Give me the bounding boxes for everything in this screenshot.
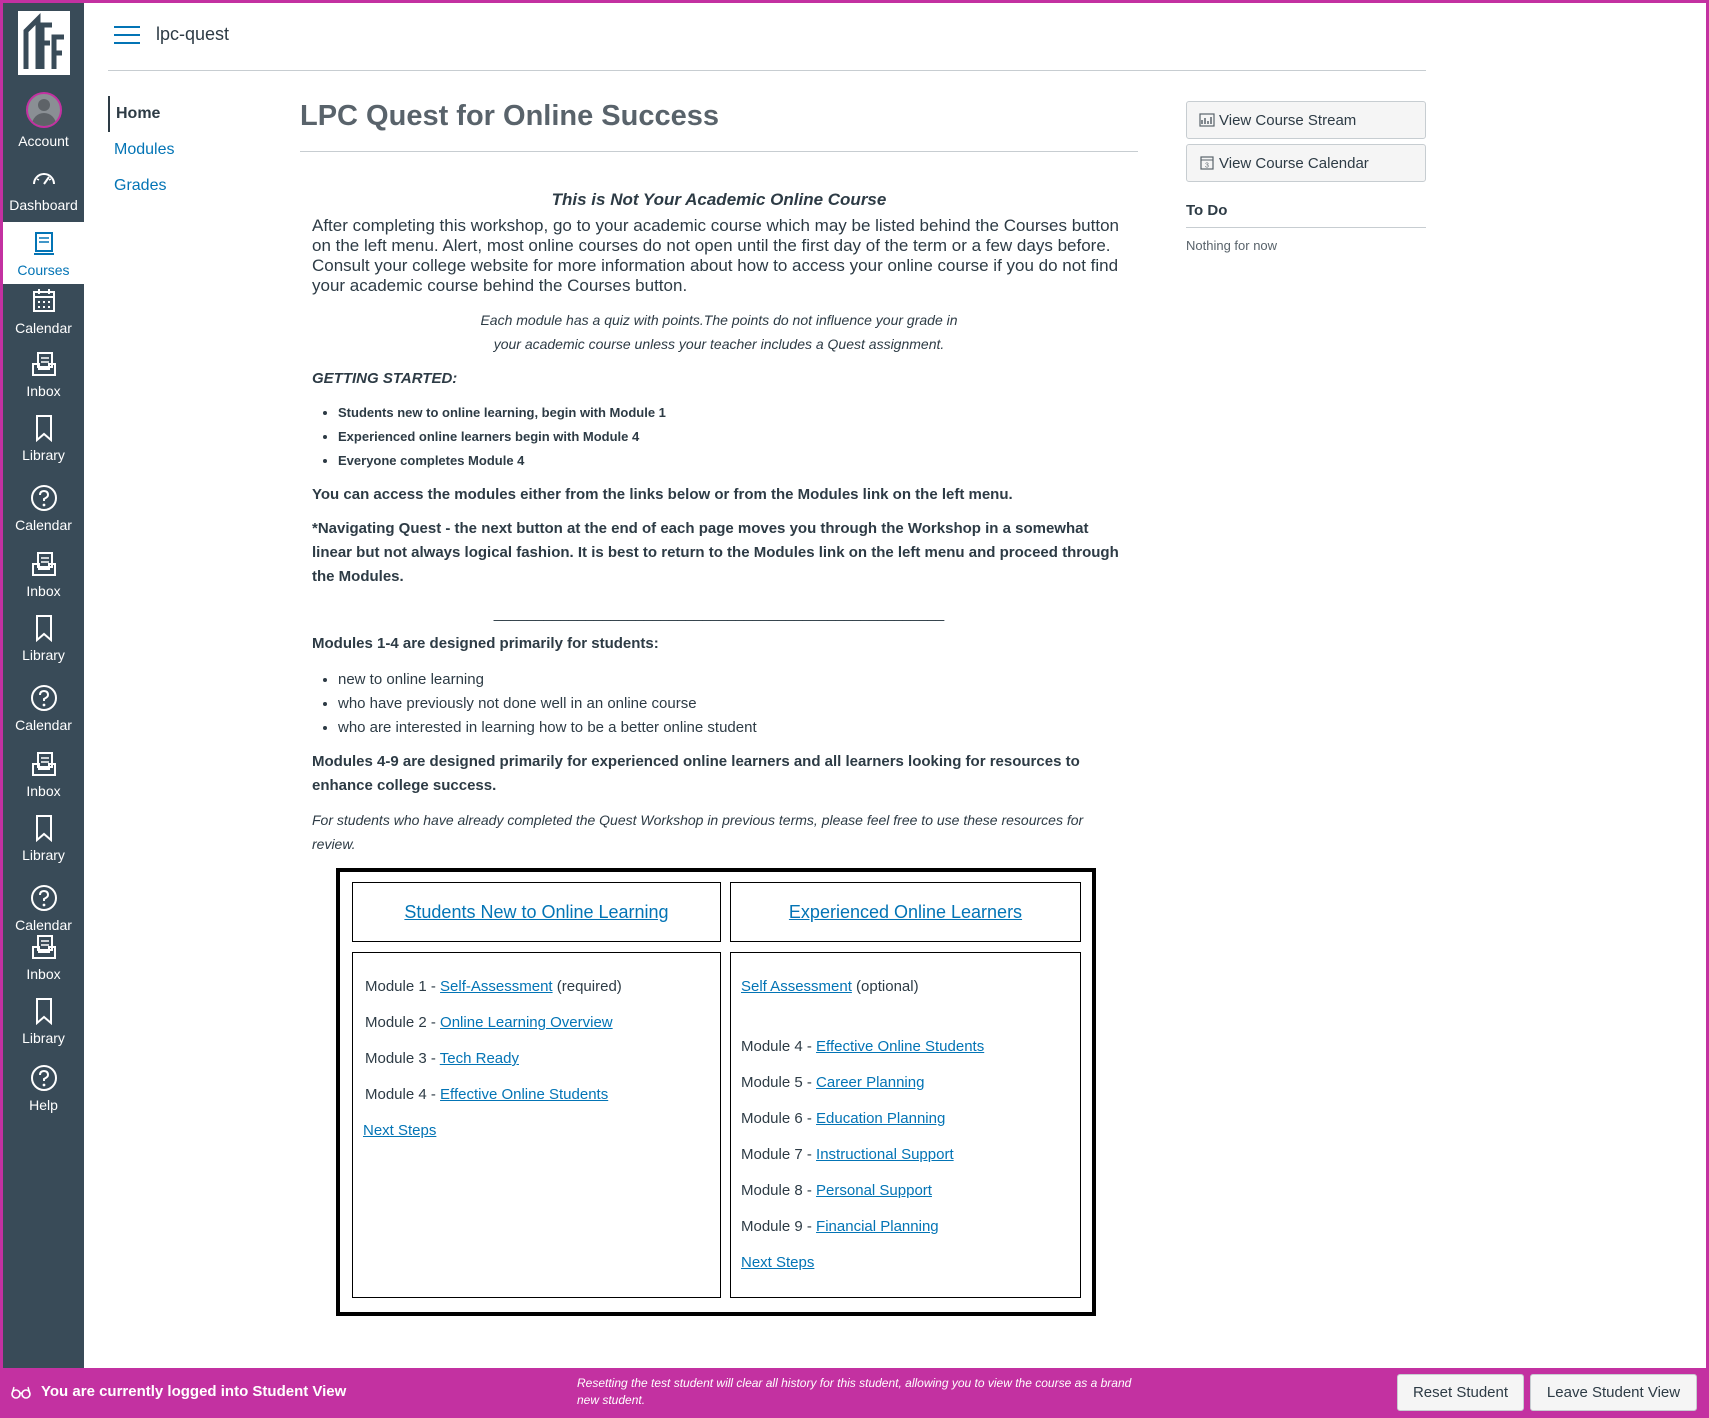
leave-student-view-button[interactable]: Leave Student View	[1530, 1374, 1697, 1411]
global-nav-item-inbox[interactable]	[3, 549, 84, 599]
inbox-icon	[29, 932, 59, 962]
global-nav-label: Calendar	[15, 717, 72, 733]
module-link[interactable]: Education Planning	[816, 1110, 946, 1127]
reset-message: Resetting the test student will clear all history for this student, allowing you to view the course as a brand new student.	[577, 1376, 1132, 1407]
page-title: LPC Quest for Online Success	[300, 96, 1138, 152]
stream-chart-icon	[1199, 112, 1215, 128]
experienced-learners-link[interactable]: Experienced Online Learners	[788, 901, 1023, 922]
inbox-icon	[29, 549, 59, 579]
global-nav-label: Calendar	[15, 320, 72, 336]
module-link[interactable]: Effective Online Students	[816, 1038, 985, 1055]
todo-empty-text: Nothing for now	[1186, 238, 1278, 253]
bookmark-icon	[29, 413, 59, 443]
view-course-stream-button[interactable]	[1186, 101, 1426, 139]
global-nav-label: Calendar	[15, 917, 72, 933]
global-nav-label: Courses	[17, 262, 70, 278]
module-row	[741, 1029, 1080, 1065]
global-nav-label: Inbox	[26, 383, 61, 399]
module-suffix: (required)	[552, 978, 622, 995]
next-steps-row	[741, 1245, 1080, 1281]
module-row	[741, 1101, 1080, 1137]
module-prefix: Module 7 -	[741, 1146, 817, 1163]
module-prefix: Module 8 -	[741, 1182, 817, 1199]
reset-student-button[interactable]: Reset Student	[1397, 1374, 1524, 1411]
module-prefix: Module 5 -	[741, 1074, 817, 1091]
module-prefix: Module 1 -	[365, 978, 441, 995]
list-item: • Everyone completes Module 4	[338, 449, 1126, 473]
list-item: • who are interested in learning how to be a better online student	[338, 716, 1126, 740]
course-nav	[108, 96, 268, 204]
calendar-icon	[29, 286, 59, 316]
module-prefix: Module 2 -	[365, 1014, 441, 1031]
bookmark-icon	[29, 613, 59, 643]
module-row	[365, 1005, 720, 1041]
help-icon	[29, 1063, 59, 1093]
module-prefix: Module 9 -	[741, 1218, 817, 1235]
students-new-link[interactable]: Students New to Online Learning	[404, 901, 669, 922]
review-note: For students who have already completed the Quest Workshop in previous terms, please feel free to use these resources for review.	[312, 812, 1084, 852]
avatar	[25, 91, 63, 129]
global-nav-item-inbox[interactable]	[3, 349, 84, 399]
global-nav-item-calendar[interactable]	[3, 483, 84, 533]
self-assessment-row	[741, 969, 1080, 1005]
course-nav-modules[interactable]: Modules	[114, 141, 175, 158]
global-nav-label: Library	[22, 447, 65, 463]
module-prefix: Module 4 -	[365, 1086, 441, 1103]
global-nav-label: Help	[29, 1097, 58, 1113]
global-nav-item-library[interactable]	[3, 613, 84, 663]
list-item: • who have previously not done well in an online course	[338, 692, 1126, 716]
quiz-note-line-1: Each module has a quiz with points.The points do not influence your grade in	[480, 312, 958, 328]
module-row	[365, 1077, 720, 1113]
next-steps-link[interactable]: Next Steps	[741, 1254, 815, 1271]
global-nav-label: Inbox	[26, 583, 61, 599]
student-type-list	[338, 668, 1126, 740]
course-header	[108, 3, 1426, 71]
module-prefix: Module 6 -	[741, 1110, 817, 1127]
global-nav-item-dashboard[interactable]	[3, 163, 84, 213]
module-link[interactable]: Financial Planning	[816, 1218, 939, 1235]
module-prefix: Module 4 -	[741, 1038, 817, 1055]
global-nav-item-inbox[interactable]	[3, 932, 84, 982]
view-course-calendar-label: View Course Calendar	[1219, 154, 1369, 172]
module-row	[741, 1137, 1080, 1173]
bookmark-icon	[29, 813, 59, 843]
col2-body-cell	[730, 952, 1081, 1298]
global-nav-item-account[interactable]	[3, 91, 84, 149]
modules-table	[336, 868, 1096, 1316]
col1-header-cell	[352, 882, 721, 942]
global-nav-label: Library	[22, 847, 65, 863]
modules-1-4-heading: Modules 1-4 are designed primarily for students:	[312, 635, 659, 652]
module-prefix: Module 3 -	[365, 1050, 440, 1067]
list-item: • new to online learning	[338, 668, 1126, 692]
bookmark-icon	[29, 996, 59, 1026]
navigation-note: *Navigating Quest - the next button at the end of each page moves you through the Workshop in a somewhat linear but not always logical fashion. It is best to return to the Modules link on the left menu and proceed through the Modules.	[312, 520, 1119, 585]
global-nav-label: Dashboard	[9, 197, 78, 213]
list-item: • Experienced online learners begin with Module 4	[338, 425, 1126, 449]
global-nav-item-courses[interactable]	[3, 222, 84, 284]
next-steps-link[interactable]: Next Steps	[363, 1122, 437, 1139]
student-view-status	[11, 1383, 346, 1400]
global-nav-label: Library	[22, 1030, 65, 1046]
svg-text:3: 3	[1205, 162, 1209, 170]
module-link[interactable]: Instructional Support	[816, 1146, 954, 1163]
next-steps-row	[363, 1113, 720, 1149]
dashboard-icon	[29, 163, 59, 193]
course-nav-home[interactable]: Home	[108, 96, 268, 132]
right-sidebar	[1186, 101, 1426, 253]
module-row	[741, 1173, 1080, 1209]
global-nav-label: Library	[22, 647, 65, 663]
list-item: • Students new to online learning, begin with Module 1	[338, 401, 1126, 425]
quiz-note-line-2: your academic course unless your teacher includes a Quest assignment.	[493, 336, 945, 352]
self-assessment-link[interactable]: Self Assessment	[741, 978, 852, 995]
lpc-logo-icon[interactable]	[3, 3, 84, 83]
module-row	[365, 969, 720, 1005]
student-view-status-text: You are currently logged into Student View	[41, 1383, 347, 1400]
courses-icon	[29, 228, 59, 258]
module-link[interactable]: Effective Online Students	[440, 1086, 609, 1103]
module-row	[741, 1209, 1080, 1245]
help-icon	[29, 483, 59, 513]
getting-started-heading: GETTING STARTED:	[312, 370, 458, 387]
module-link[interactable]: Self-Assessment	[440, 978, 553, 995]
global-nav-item-library[interactable]	[3, 413, 84, 463]
global-nav-item-library[interactable]	[3, 813, 84, 863]
col2-header-cell	[730, 882, 1081, 942]
getting-started-list	[338, 401, 1126, 473]
global-nav-item-library[interactable]	[3, 996, 84, 1046]
help-icon	[29, 883, 59, 913]
module-link[interactable]: Career Planning	[816, 1074, 925, 1091]
breadcrumb[interactable]: lpc-quest	[156, 24, 230, 44]
global-nav-label: Calendar	[15, 517, 72, 533]
module-link[interactable]: Online Learning Overview	[440, 1014, 613, 1031]
divider: ______________________________________________________	[493, 605, 945, 622]
glasses-icon	[11, 1385, 31, 1399]
subheading: This is Not Your Academic Online Course	[551, 190, 887, 209]
module-row	[741, 1065, 1080, 1101]
access-note: You can access the modules either from the links below or from the Modules link on the left menu.	[312, 486, 1013, 503]
module-link[interactable]: Personal Support	[816, 1182, 932, 1199]
modules-4-9-heading: Modules 4-9 are designed primarily for experienced online learners and all learners looking for resources to enhance college success.	[312, 753, 1080, 794]
global-nav-label: Inbox	[26, 966, 61, 982]
main-content	[300, 96, 1138, 1316]
col1-body-cell	[352, 952, 721, 1298]
module-link[interactable]: Tech Ready	[439, 1050, 519, 1067]
student-view-bar	[3, 1368, 1706, 1415]
global-nav	[3, 3, 84, 1368]
global-nav-item-inbox[interactable]	[3, 749, 84, 799]
course-nav-grades[interactable]: Grades	[114, 177, 167, 194]
global-nav-item-calendar[interactable]	[3, 883, 84, 933]
global-nav-item-help[interactable]	[3, 1063, 84, 1113]
hamburger-menu-icon[interactable]	[114, 26, 140, 46]
quiz-note	[312, 308, 1126, 356]
view-course-calendar-button[interactable]	[1186, 144, 1426, 182]
global-nav-item-calendar[interactable]	[3, 286, 84, 336]
module-suffix: (optional)	[851, 978, 919, 995]
global-nav-label: Inbox	[26, 783, 61, 799]
calendar-icon	[1199, 155, 1215, 171]
todo-heading: To Do	[1186, 202, 1426, 228]
intro-paragraph: After completing this workshop, go to your academic course which may be listed behind the Courses button on the left menu. Alert, most online courses do not open until the first day of the term or a few days before. Consult your college website for more information about how to access your online course if you do not find your academic course behind the Courses button.	[312, 216, 1119, 295]
global-nav-item-calendar[interactable]	[3, 683, 84, 733]
help-icon	[29, 683, 59, 713]
inbox-icon	[29, 749, 59, 779]
module-row	[365, 1041, 720, 1077]
view-course-stream-label: View Course Stream	[1219, 111, 1357, 129]
global-nav-label: Account	[18, 133, 69, 149]
inbox-icon	[29, 349, 59, 379]
